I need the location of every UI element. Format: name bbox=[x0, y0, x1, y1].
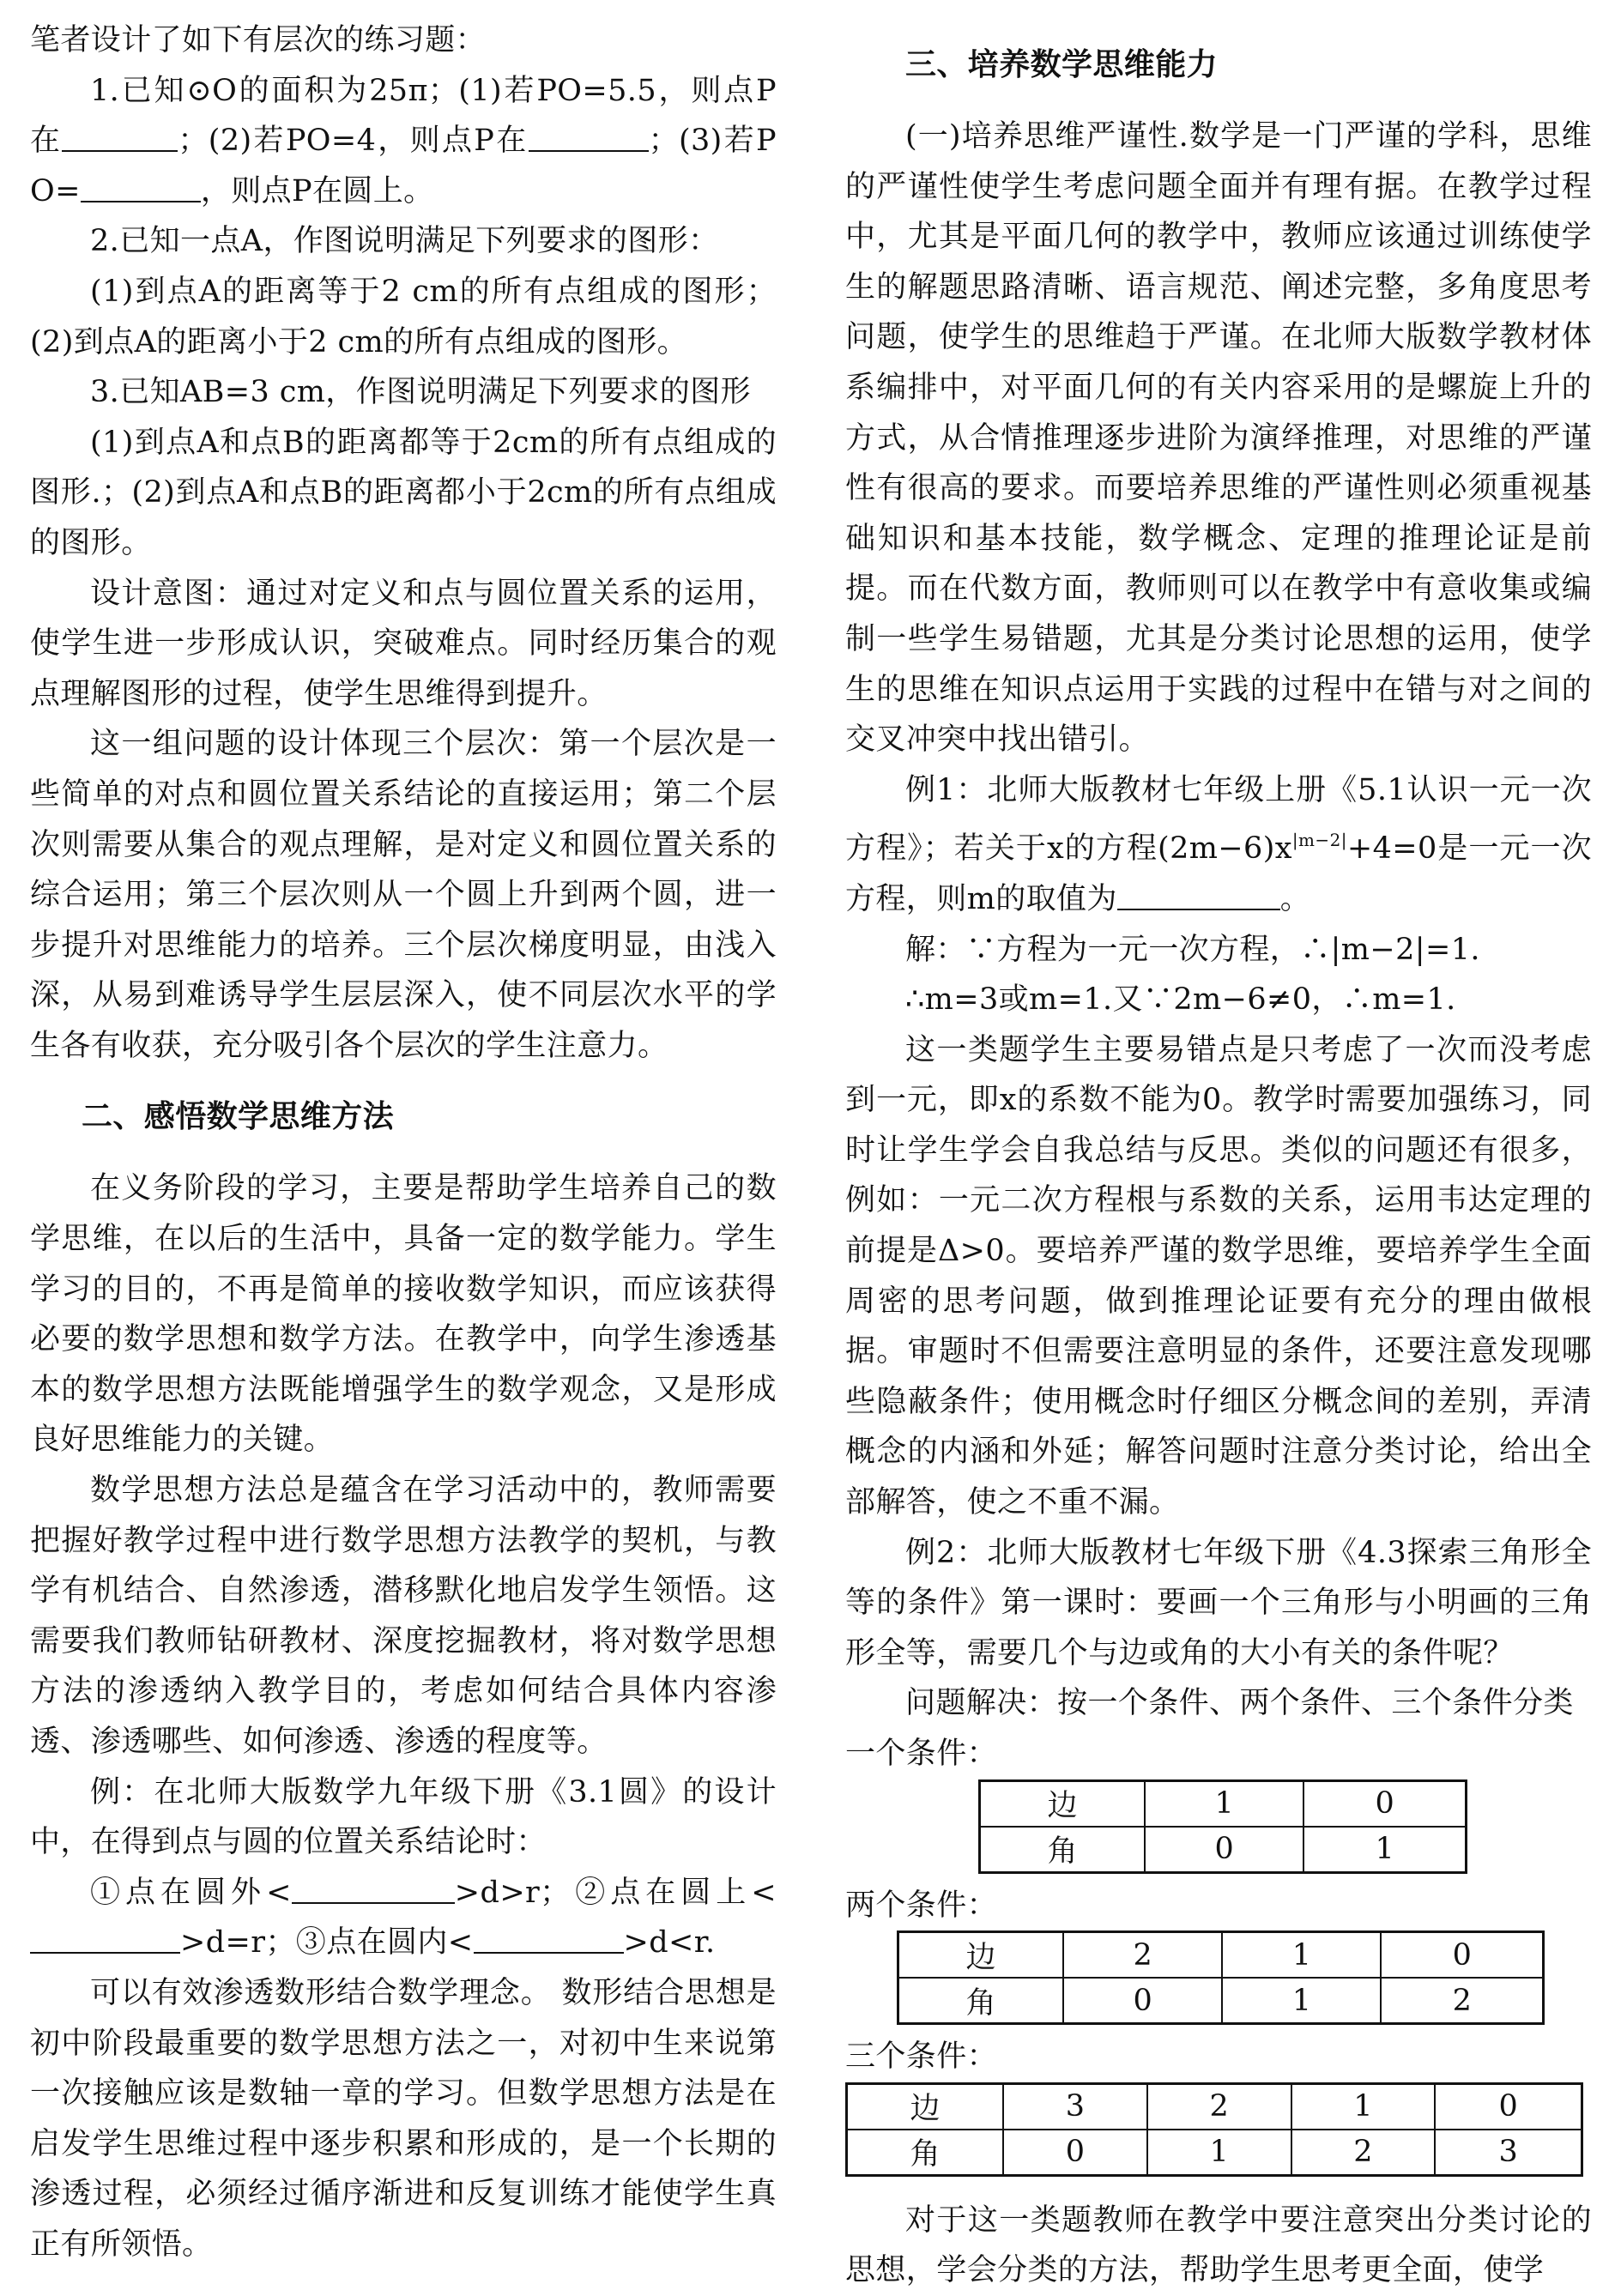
two-condition-table bbox=[897, 1930, 1545, 2025]
exercise-3-subparts: (1)到点A和点B的距离都等于2cm的所有点组成的图形.；(2)到点A和点B的距离都小于2cm的所有点组成的图形。 bbox=[30, 425, 777, 560]
exercise-3: 3.已知AB=3 cm，作图说明满足下列要求的图形 bbox=[90, 375, 751, 410]
exercise-1-part-d: ，则点P在圆上。 bbox=[200, 173, 434, 208]
exercise-intro: 笔者设计了如下有层次的练习题： bbox=[30, 23, 487, 57]
exercise-1 bbox=[30, 66, 777, 217]
table-3-caption: 三个条件： bbox=[845, 2039, 998, 2075]
problem-solving: 问题解决：按一个条件、两个条件、三个条件分类 bbox=[905, 1686, 1574, 1721]
table-cell: 2 bbox=[1063, 1932, 1222, 1979]
table-cell: 角 bbox=[980, 1827, 1146, 1873]
one-condition-table bbox=[978, 1779, 1467, 1874]
answer-blank bbox=[81, 172, 201, 202]
section-2-example: 例：在北师大版数学九年级下册《3.1圆》的设计中，在得到点与圆的位置关系结论时： bbox=[30, 1774, 777, 1860]
table-cell: 1 bbox=[1222, 1978, 1381, 2024]
exercise-2-subparts: (1)到点A的距离等于2 cm的所有点组成的图形；(2)到点A的距离小于2 cm的所有点组成的图形。 bbox=[30, 274, 777, 360]
table-cell: 0 bbox=[1003, 2130, 1147, 2176]
section-2-paragraph-1: 在义务阶段的学习，主要是帮助学生培养自己的数学思维，在以后的生活中，具备一定的数学能力。学生学习的目的，不再是简单的接收数学知识，而应该获得必要的数学思想和数学方法。在教学中，向学生渗透基本的数学思想方法既能增强学生的数学观念，又是形成良好思维能力的关键。 bbox=[30, 1171, 777, 1458]
table-cell: 1 bbox=[1147, 2130, 1291, 2176]
example-1-part-c: 。 bbox=[1279, 881, 1311, 916]
table-row bbox=[847, 2130, 1582, 2176]
table-row bbox=[847, 2083, 1582, 2130]
design-intent-paragraph: 设计意图：通过对定义和点与圆位置关系的运用，使学生进一步形成认识，突破难点。同时经历集合的观点理解图形的过程，使学生思维得到提升。 bbox=[30, 576, 777, 711]
table-cell: 2 bbox=[1291, 2130, 1436, 2176]
answer-blank bbox=[62, 121, 178, 152]
section-3-paragraph-2: 这一类题学生主要易错点是只考虑了一次而没考虑到一元，即x的系数不能为0。教学时需要加强练习，同时让学生学会自我总结与反思。类似的问题还有很多，例如：一元二次方程根与系数的关系，运用韦达定理的前提是Δ>0。要培养严谨的数学思维，要培养学生全面周密的思考问题，做到推理论证要有充分的理由做根据。审题时不但需要注意明显的条件，还要注意发现哪些隐蔽条件；使用概念时仔细区分概念间的差别，弄清概念的内涵和外延；解答问题时注意分类讨论，给出全部解答，使之不重不漏。 bbox=[845, 1032, 1592, 1520]
table-cell: 1 bbox=[1303, 1827, 1466, 1873]
exponent: |m−2| bbox=[1291, 830, 1347, 851]
example-1 bbox=[845, 765, 1592, 925]
exercise-1-part-c: ；(3)若PO= bbox=[30, 124, 777, 208]
table-cell: 1 bbox=[1145, 1780, 1303, 1827]
example-2: 例2：北师大版教材七年级下册《4.3探索三角形全等的条件》第一课时：要画一个三角形与小明画的三角形全等，需要几个与边或角的大小有关的条件呢？ bbox=[845, 1535, 1592, 1671]
table-row bbox=[898, 1978, 1544, 2024]
answer-blank bbox=[1117, 879, 1280, 910]
table-cell: 0 bbox=[1303, 1780, 1466, 1827]
table-cell: 角 bbox=[898, 1978, 1064, 2024]
right-column bbox=[845, 15, 1592, 2296]
section-2-paragraph-2: 数学思想方法总是蕴含在学习活动中的，教师需要把握好教学过程中进行数学思想方法教学的契机，与教学有机结合、自然渗透，潜移默化地启发学生领悟。这需要我们教师钻研教材、深度挖掘教材，将对数学思想方法的渗透纳入教学目的，考虑如何结合具体内容渗透、渗透哪些、如何渗透、渗透的程度等。 bbox=[30, 1473, 777, 1759]
levels-paragraph: 这一组问题的设计体现三个层次：第一个层次是一些简单的对点和圆位置关系结论的直接运用；第二个层次则需要从集合的观点理解，是对定义和圆位置关系的综合运用；第三个层次则从一个圆上升到两个圆，进一步提升对思维能力的培养。三个层次梯度明显，由浅入深，从易到难诱导学生层层深入，使不同层次水平的学生各有收获，充分吸引各个层次的学生注意力。 bbox=[30, 727, 777, 1063]
section-3-paragraph-1: (一)培养思维严谨性.数学是一门严谨的学科，思维的严谨性使学生考虑问题全面并有理有据。在教学过程中，尤其是平面几何的教学中，教师应该通过训练使学生的解题思路清晰、语言规范、阐述完整，多角度思考问题，使学生的思维趋于严谨。在北师大版数学教材体系编排中，对平面几何的有关内容采用的是螺旋上升的方式，从合情推理逐步进阶为演绎推理，对思维的严谨性有很高的要求。而要培养思维的严谨性则必须重视基础知识和基本技能，数学概念、定理的推理论证是前提。而在代数方面，教师则可以在教学中有意收集或编制一些学生易错题，尤其是分类讨论思想的运用，使学生的思维在知识点运用于实践的过程中在错与对之间的交叉冲突中找出错引。 bbox=[845, 119, 1592, 758]
table-cell: 边 bbox=[847, 2083, 1004, 2130]
table-cell: 0 bbox=[1435, 2083, 1582, 2130]
example-1-part-b: +4=0是一元一次方程，则m的取值为 bbox=[845, 831, 1592, 916]
answer-blank bbox=[292, 1873, 455, 1904]
formula-part-3: >d=r；③点在圆内< bbox=[180, 1925, 474, 1961]
table-cell: 2 bbox=[1381, 1978, 1543, 2024]
answer-blank bbox=[30, 1923, 180, 1954]
table-cell: 0 bbox=[1145, 1827, 1303, 1873]
answer-blank bbox=[474, 1923, 624, 1954]
table-cell: 1 bbox=[1291, 2083, 1436, 2130]
answer-blank bbox=[529, 121, 649, 152]
table-row bbox=[898, 1932, 1544, 1979]
table-cell: 3 bbox=[1003, 2083, 1147, 2130]
table-row bbox=[980, 1780, 1467, 1827]
table-cell: 0 bbox=[1063, 1978, 1222, 2024]
closing-paragraph: 对于这一类题教师在教学中要注意突出分类讨论的思想，学会分类的方法，帮助学生思考更全面，使学 bbox=[845, 2202, 1592, 2288]
table-cell: 角 bbox=[847, 2130, 1004, 2176]
formula-part-1: ①点在圆外< bbox=[90, 1875, 292, 1910]
table-2-caption: 两个条件： bbox=[845, 1888, 998, 1923]
solution-line-2: ∴m=3或m=1.又∵2m−6≠0，∴m=1. bbox=[905, 982, 1456, 1018]
left-column bbox=[30, 15, 777, 2270]
table-cell: 0 bbox=[1381, 1932, 1543, 1979]
formula-part-4: >d<r. bbox=[623, 1925, 716, 1961]
solution-line-1: 解：∵方程为一元一次方程，∴|m−2|=1. bbox=[905, 932, 1480, 967]
section-2-paragraph-4: 可以有效渗透数形结合数学理念。 数形结合思想是初中阶段最重要的数学思想方法之一，对初中生来说第一次接触应该是数轴一章的学习。但数学思想方法是在启发学生思维过程中逐步积累和形成的，是一个长期的渗透过程，必须经过循序渐进和反复训练才能使学生真正有所领悟。 bbox=[30, 1975, 777, 2262]
table-cell: 边 bbox=[980, 1780, 1146, 1827]
section-3-heading: 三、培养数学思维能力 bbox=[905, 47, 1219, 82]
formula-part-2: >d>r；②点在圆上< bbox=[454, 1875, 777, 1910]
example-1-part-a: 例1：北师大版教材七年级上册《5.1认识一元一次方程》；若关于x的方程(2m−6)x bbox=[845, 772, 1592, 867]
exercise-1-part-a: 1.已知⊙O的面积为25π；(1)若PO=5.5，则点P在 bbox=[30, 73, 777, 159]
exercise-2: 2.已知一点A，作图说明满足下列要求的图形： bbox=[90, 224, 719, 259]
three-condition-table bbox=[845, 2082, 1583, 2177]
table-cell: 1 bbox=[1222, 1932, 1381, 1979]
table-1-caption: 一个条件： bbox=[845, 1737, 998, 1771]
circle-position-formula bbox=[30, 1868, 777, 1968]
exercise-1-part-b: ；(2)若PO=4，则点P在 bbox=[178, 124, 529, 159]
table-cell: 2 bbox=[1147, 2083, 1291, 2130]
table-cell: 边 bbox=[898, 1932, 1064, 1979]
table-cell: 3 bbox=[1435, 2130, 1582, 2176]
table-row bbox=[980, 1827, 1467, 1873]
section-2-heading: 二、感悟数学思维方法 bbox=[82, 1099, 395, 1135]
